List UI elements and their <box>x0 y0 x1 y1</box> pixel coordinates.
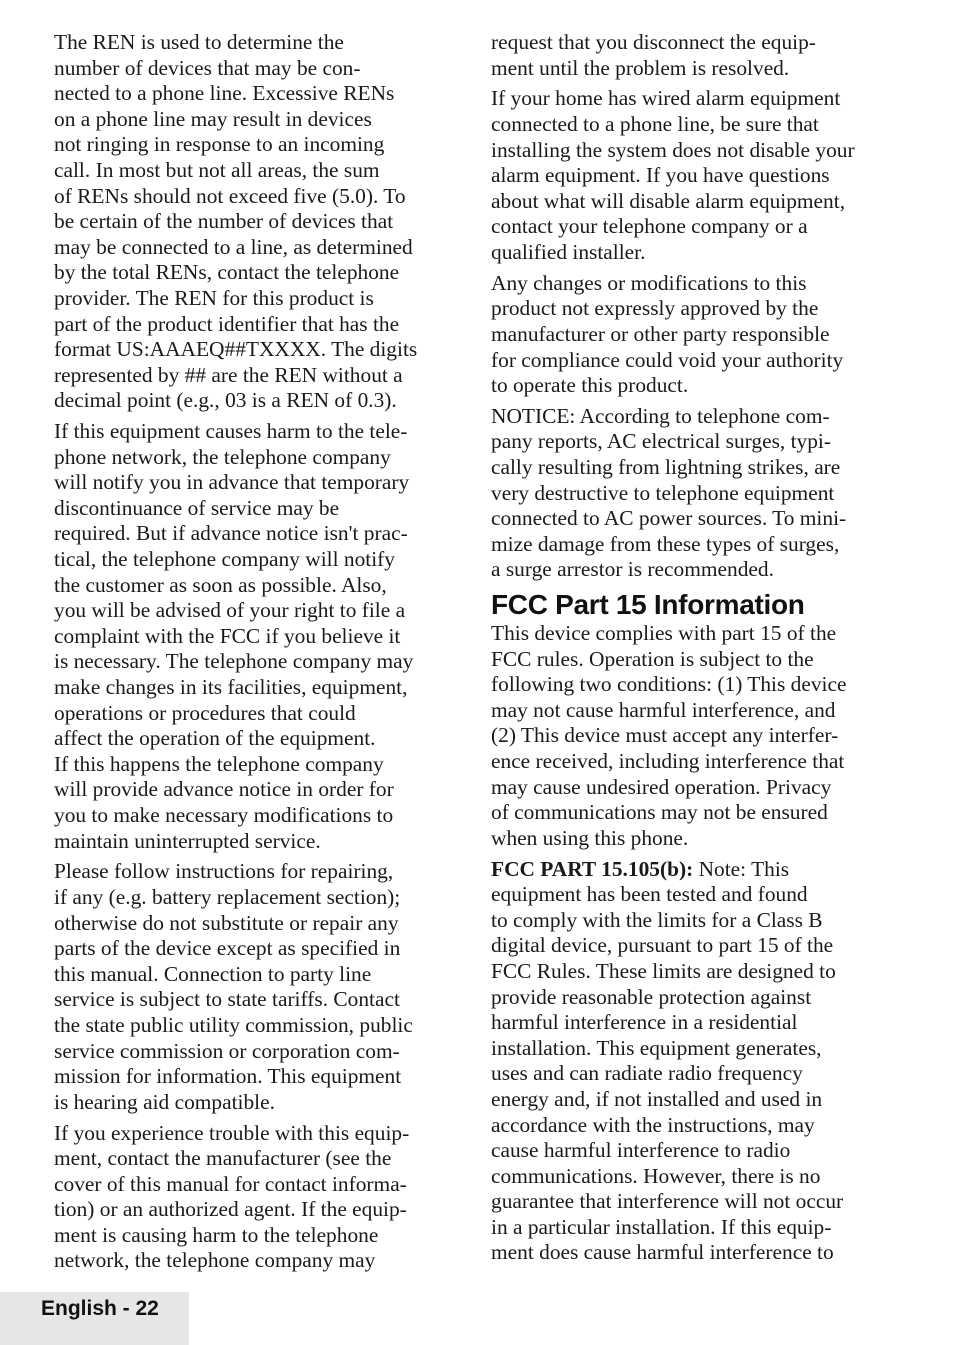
text-line: request that you disconnect the equip- <box>491 30 816 54</box>
text-line: connected to a phone line, be sure that <box>491 111 819 136</box>
text-line: mission for information. This equipment <box>54 1064 402 1089</box>
text-line: Please follow instructions for repairing, <box>54 859 394 884</box>
text-line: call. In most but not all areas, the sum <box>54 157 380 182</box>
paragraph-network-harm <box>54 419 454 854</box>
text-line: Any changes or modifications to this <box>491 270 807 295</box>
text-line: harmful interference in a residential <box>491 1010 798 1035</box>
text-line: on a phone line may result in devices <box>54 106 372 131</box>
text-line: to operate this product. <box>491 373 689 398</box>
text-line: cause harmful interference to radio <box>491 1138 791 1163</box>
text-line: about what will disable alarm equipment, <box>491 188 846 213</box>
left-column <box>54 30 454 1274</box>
text-line: maintain uninterrupted service. <box>54 828 321 853</box>
text-line: guarantee that interference will not occur <box>491 1189 844 1214</box>
text-line: product not expressly approved by the <box>491 296 819 321</box>
right-column <box>491 30 893 1266</box>
text-line: decimal point (e.g., 03 is a REN of 0.3). <box>54 388 397 413</box>
text-line: if any (e.g. battery replacement section); <box>54 884 401 909</box>
text-line: contact your telephone company or a <box>491 214 808 239</box>
text-line: digital device, pursuant to part 15 of the <box>491 933 834 958</box>
text-line: you will be advised of your right to file a <box>54 598 406 623</box>
text-line: you to make necessary modifications to <box>54 803 394 827</box>
text-line: qualified installer. <box>491 239 646 264</box>
text-line: uses and can radiate radio frequency <box>491 1061 803 1086</box>
text-line: If you experience trouble with this equip- <box>54 1120 410 1145</box>
text-line: manufacturer or other party responsible <box>491 321 830 346</box>
text-line: not ringing in response to an incoming <box>54 132 385 157</box>
text-line: is hearing aid compatible. <box>54 1089 275 1114</box>
text-line: NOTICE: According to telephone com- <box>491 403 830 428</box>
text-line: mize damage from these types of surges, <box>491 531 840 556</box>
text-line: complaint with the FCC if you believe it <box>54 623 401 648</box>
text-line: If this happens the telephone company <box>54 751 384 776</box>
text-line: a surge arrestor is recommended. <box>491 557 774 582</box>
text-line: (2) This device must accept any interfer- <box>491 723 839 748</box>
text-line: service commission or corporation com- <box>54 1038 400 1063</box>
text-line: number of devices that may be con- <box>54 55 361 80</box>
text-line: network, the telephone company may <box>54 1248 376 1273</box>
text-line: tical, the telephone company will notify <box>54 547 395 572</box>
text-line: required. But if advance notice isn't prac- <box>54 521 408 546</box>
text-line: If your home has wired alarm equipment <box>491 86 841 111</box>
text-line: ence received, including interference that <box>491 749 845 773</box>
paragraph-fcc-15-105b <box>491 857 893 1267</box>
text-line: This device complies with part 15 of the <box>491 621 837 646</box>
text-line: may cause undesired operation. Privacy <box>491 774 832 799</box>
text-line: will provide advance notice in order for <box>54 777 394 802</box>
section-heading-fcc-part-15: FCC Part 15 Information <box>491 589 805 621</box>
text-line: FCC Rules. These limits are designed to <box>491 958 836 983</box>
paragraph-disconnect <box>491 30 893 81</box>
text-line: cally resulting from lightning strikes, are <box>491 455 841 480</box>
text-line: may not cause harmful interference, and <box>491 697 836 722</box>
text-line: equipment has been tested and found <box>491 882 808 907</box>
text-line: the customer as soon as possible. Also, <box>54 572 387 597</box>
text-line: be certain of the number of devices that <box>54 209 394 234</box>
text-line: The REN is used to determine the <box>54 30 344 54</box>
paragraph-notice <box>491 404 893 583</box>
text-fragment: Note: This <box>693 856 790 881</box>
text-line: If this equipment causes harm to the tele- <box>54 419 408 444</box>
text-line: installation. This equipment generates, <box>491 1035 822 1060</box>
text-line: in a particular installation. If this equip- <box>491 1214 832 1239</box>
text-line: FCC rules. Operation is subject to the <box>491 646 814 671</box>
text-line: of RENs should not exceed five (5.0). To <box>54 183 406 208</box>
text-line: installing the system does not disable your <box>491 137 855 162</box>
text-line: connected to AC power sources. To mini- <box>491 506 847 531</box>
text-line: discontinuance of service may be <box>54 495 340 520</box>
text-line: the state public utility commission, public <box>54 1012 413 1037</box>
text-line: provider. The REN for this product is <box>54 285 374 310</box>
text-line: for compliance could void your authority <box>491 347 844 372</box>
paragraph-fcc-compliance <box>491 621 893 851</box>
text-line: ment, contact the manufacturer (see the <box>54 1146 392 1171</box>
text-line: ment is causing harm to the telephone <box>54 1222 379 1247</box>
text-line: is necessary. The telephone company may <box>54 649 414 674</box>
text-line: part of the product identifier that has the <box>54 311 400 336</box>
text-line: affect the operation of the equipment. <box>54 726 376 751</box>
text-line: by the total RENs, contact the telephone <box>54 260 400 285</box>
text-line: ment does cause harmful interference to <box>491 1240 834 1265</box>
text-line: alarm equipment. If you have questions <box>491 163 830 188</box>
text-line: make changes in its facilities, equipment, <box>54 675 408 700</box>
text-line: of communications may not be ensured <box>491 800 828 825</box>
bold-lead-label: FCC PART 15.105(b): <box>491 856 694 881</box>
text-line: when using this phone. <box>491 825 689 850</box>
text-line: pany reports, AC electrical surges, typi- <box>491 429 831 454</box>
text-line: accordance with the instructions, may <box>491 1112 815 1137</box>
page-number-label: English - 22 <box>41 1297 159 1320</box>
text-line: nected to a phone line. Excessive RENs <box>54 81 395 106</box>
text-line: phone network, the telephone company <box>54 444 391 469</box>
text-line: service is subject to state tariffs. Contact <box>54 987 400 1012</box>
text-line: otherwise do not substitute or repair any <box>54 910 399 935</box>
text-line: will notify you in advance that temporary <box>54 470 410 495</box>
paragraph-alarm <box>491 86 893 265</box>
text-line: tion) or an authorized agent. If the equip- <box>54 1197 407 1222</box>
text-line: provide reasonable protection against <box>491 984 812 1009</box>
text-line: cover of this manual for contact informa- <box>54 1171 407 1196</box>
text-line: parts of the device except as specified in <box>54 936 401 961</box>
text-line: operations or procedures that could <box>54 700 356 725</box>
text-line <box>491 857 893 883</box>
text-line: ment until the problem is resolved. <box>491 55 790 80</box>
paragraph-ren <box>54 30 454 414</box>
text-line: to comply with the limits for a Class B <box>491 907 823 932</box>
text-line: this manual. Connection to party line <box>54 961 372 986</box>
text-line: very destructive to telephone equipment <box>491 480 835 505</box>
text-line: represented by ## are the REN without a <box>54 362 403 387</box>
text-line: energy and, if not installed and used in <box>491 1086 823 1111</box>
paragraph-repairing <box>54 859 454 1115</box>
paragraph-modifications <box>491 271 893 399</box>
text-line: following two conditions: (1) This device <box>491 672 847 697</box>
text-line: format US:AAAEQ##TXXXX. The digits <box>54 337 418 362</box>
text-line: may be connected to a line, as determined <box>54 234 413 259</box>
paragraph-trouble <box>54 1121 454 1275</box>
text-line: communications. However, there is no <box>491 1163 821 1188</box>
